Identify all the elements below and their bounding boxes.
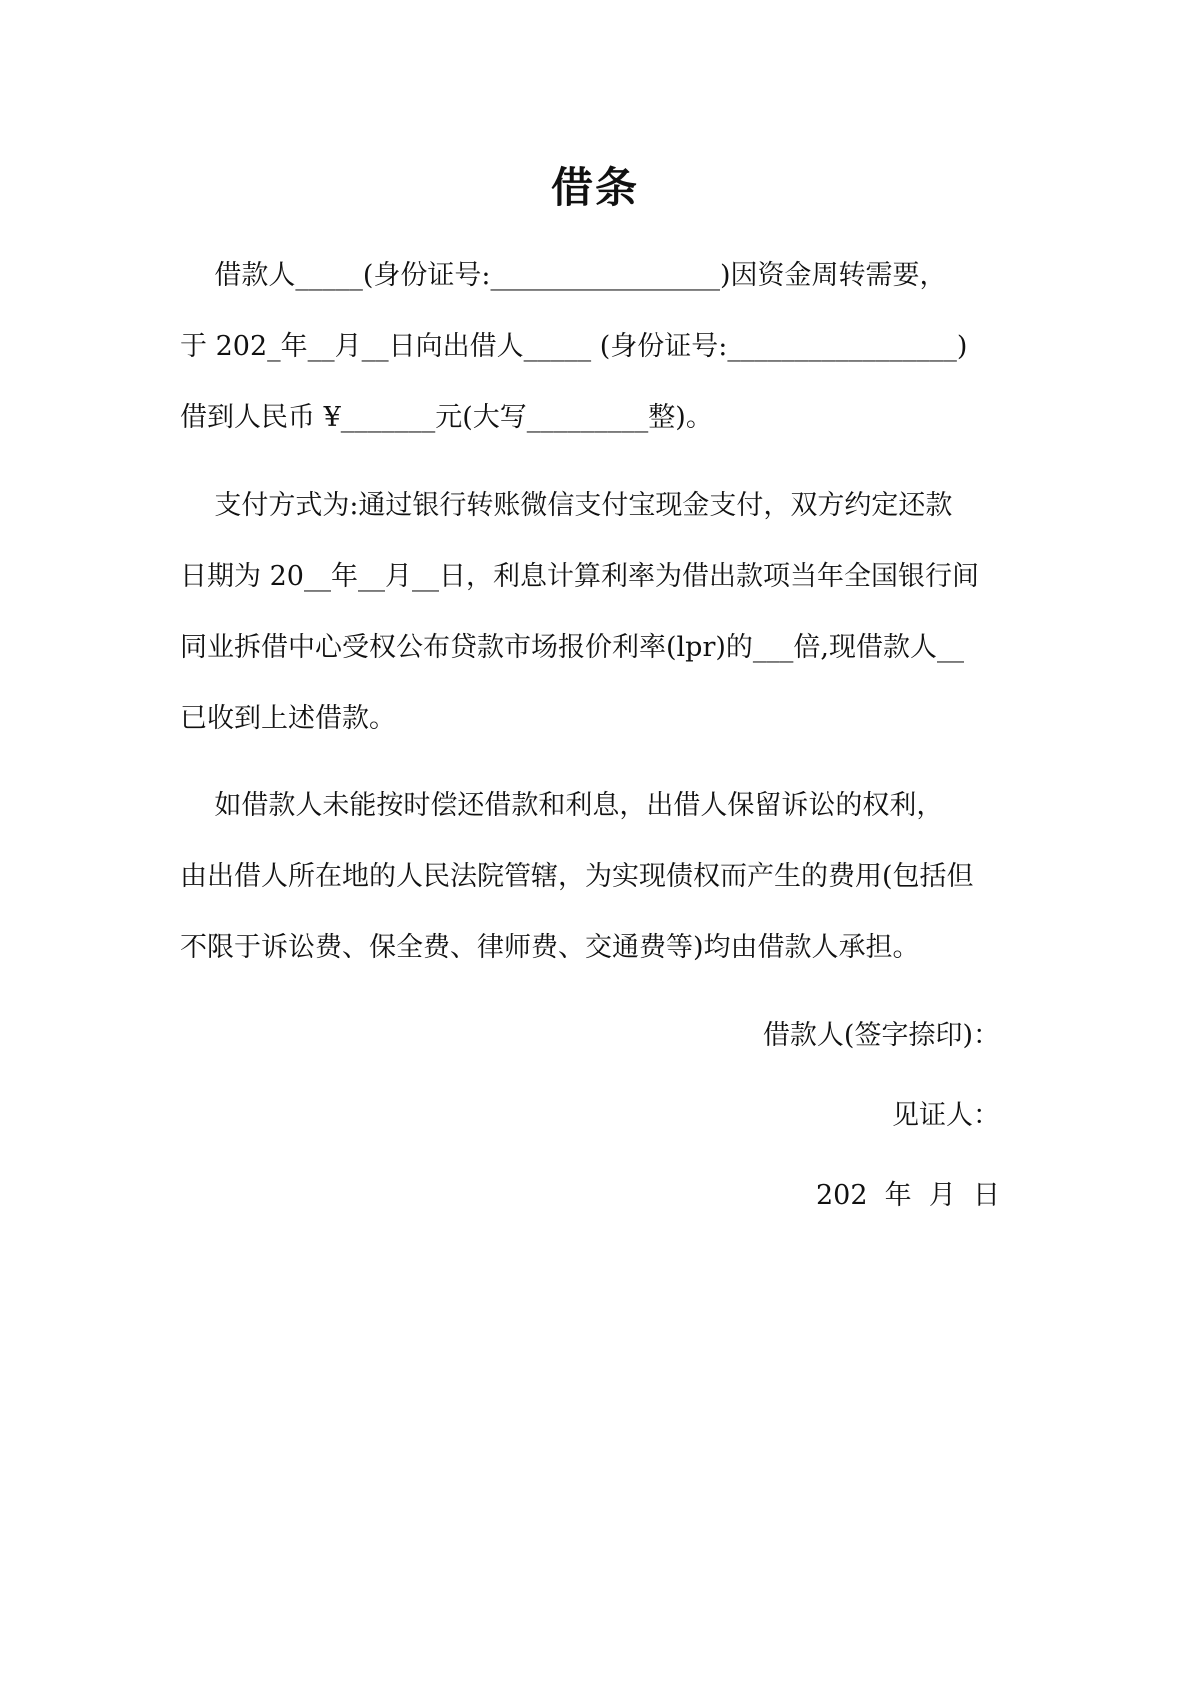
paragraph-1-line-1: 借款人_____(身份证号:_________________)因资金周转需要， xyxy=(180,260,947,291)
paragraph-2-line-4: 已收到上述借款。 xyxy=(180,703,396,734)
document-title: 借条 xyxy=(550,163,639,212)
paragraph-2-line-3: 同业拆借中心受权公布贷款市场报价利率(lpr)的___倍,现借款人__ xyxy=(180,632,964,663)
paragraph-3-line-1: 如借款人未能按时偿还借款和利息，出借人保留诉讼的权利， xyxy=(180,790,944,821)
paragraph-1-line-3: 借到人民币 ¥_______元(大写_________整)。 xyxy=(180,402,713,433)
borrower-signature-label: 借款人(签字捺印)： xyxy=(762,1020,1000,1051)
paragraph-3-line-2: 由出借人所在地的人民法院管辖，为实现债权而产生的费用(包括但 xyxy=(180,861,974,892)
paragraph-1-line-2: 于 202_年__月__日向出借人_____ (身份证号:_________________) xyxy=(180,331,968,362)
paragraph-3-line-3: 不限于诉讼费、保全费、律师费、交通费等)均由借款人承担。 xyxy=(180,932,920,963)
signature-date: 202 年 月 日 xyxy=(815,1180,1000,1211)
paragraph-2-line-1: 支付方式为:通过银行转账微信支付宝现金支付，双方约定还款 xyxy=(180,490,953,521)
witness-label: 见证人： xyxy=(892,1100,1000,1131)
paragraph-2-line-2: 日期为 20__年__月__日，利息计算利率为借出款项当年全国银行间 xyxy=(180,561,979,592)
